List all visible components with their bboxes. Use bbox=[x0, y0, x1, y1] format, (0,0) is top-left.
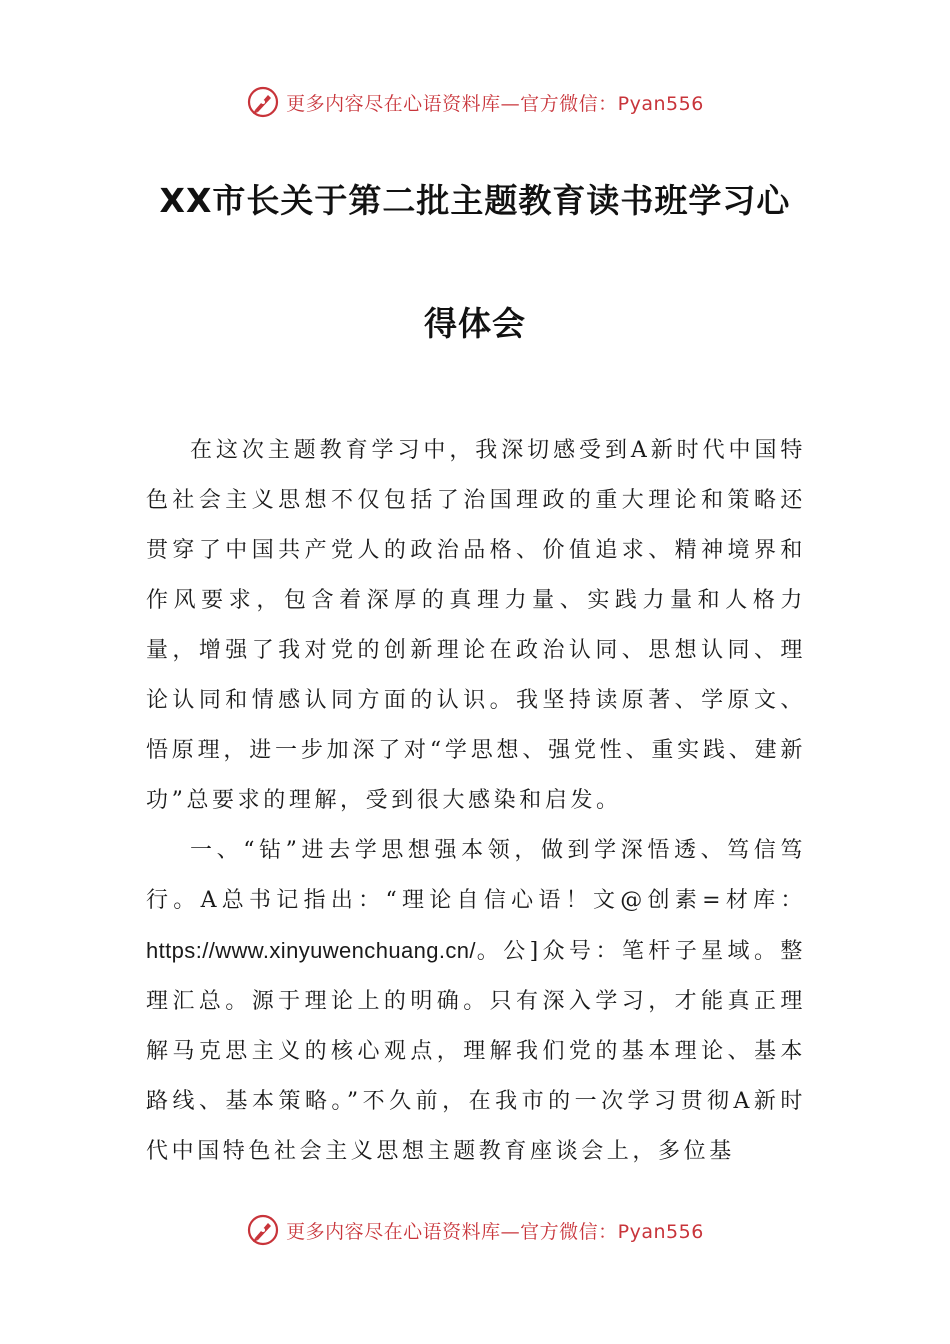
pen-nib-icon bbox=[246, 1213, 280, 1247]
wechat-id: Pyan556 bbox=[617, 92, 704, 115]
document-body bbox=[146, 426, 806, 1177]
website-url: https://www.xinyuwenchuang.cn/ bbox=[146, 938, 476, 963]
pen-nib-icon bbox=[246, 85, 280, 119]
wechat-id: Pyan556 bbox=[617, 1220, 704, 1243]
paragraph-1: 在这次主题教育学习中，我深切感受到A新时代中国特色社会主义思想不仅包括了治国理政的重大理论和策略还贯穿了中国共产党人的政治品格、价值追求、精神境界和作风要求，包含着深厚的真理力量、实践力量和人格力量，增强了我对党的创新理论在政治认同、思想认同、理论认同和情感认同方面的认识。我坚持读原著、学原文、悟原理，进一步加深了对“学思想、强党性、重实践、建新功”总要求的理解，受到很大感染和启发。 bbox=[146, 438, 806, 813]
header-banner bbox=[0, 82, 950, 122]
document-title-line1: XX市长关于第二批主题教育读书班学习心 bbox=[159, 181, 791, 220]
document-title-line2: 得体会 bbox=[424, 304, 526, 343]
banner-text: 更多内容尽在心语资料库—官方微信：Pyan556 bbox=[286, 92, 704, 115]
footer-banner bbox=[0, 1210, 950, 1250]
paragraph-2: 一、“钻”进去学思想强本领，做到学深悟透、笃信笃行。A总书记指出：“理论自信心语！文@创素=材库：https://www.xinyuwenchuang.cn/。公]众号：笔杆子星域。整理汇总。源于理论上的明确。只有深入学习，才能真正理解马克思主义的核心观点，理解我们党的基本理论、基本路线、基本策略。”不久前，在我市的一次学习贯彻A新时代中国特色社会主义思想主题教育座谈会上，多位基 bbox=[146, 838, 806, 1164]
banner-text: 更多内容尽在心语资料库—官方微信：Pyan556 bbox=[286, 1220, 704, 1243]
